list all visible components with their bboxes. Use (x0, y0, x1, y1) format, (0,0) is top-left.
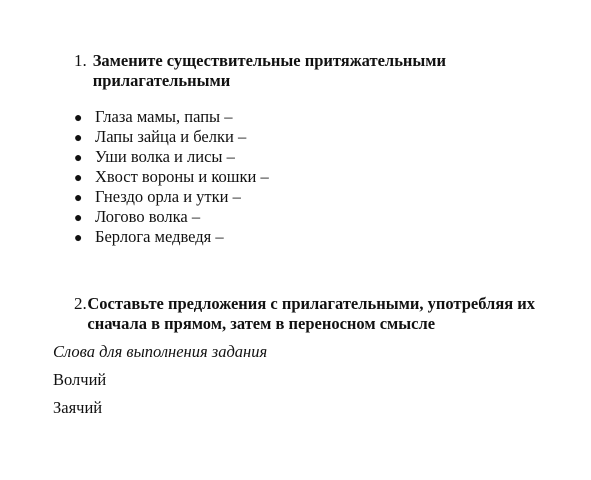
bullet-icon: ● (74, 131, 83, 146)
list-item (74, 167, 269, 187)
bullet-icon: ● (74, 191, 83, 206)
word-item: Волчий (53, 370, 107, 389)
task-2 (74, 294, 574, 333)
hint-text: Слова для выполнения задания (53, 342, 268, 361)
list-item-text: Хвост вороны и кошки – (95, 167, 269, 186)
list-item-text: Глаза мамы, папы – (95, 107, 233, 126)
list-item (74, 227, 269, 247)
list-item (74, 207, 269, 227)
task-1-number: 1. (74, 51, 87, 70)
bullet-icon: ● (74, 211, 83, 226)
list-item (74, 127, 269, 147)
task-2-text: Составьте предложения с прилагательными, употребляя их сначала в прямом, затем в переносном смысле (87, 294, 536, 333)
bullet-icon: ● (74, 151, 83, 166)
list-item (74, 187, 269, 207)
list-item-text: Берлога медведя – (95, 227, 224, 246)
bullet-icon: ● (74, 171, 83, 186)
list-item-text: Гнездо орла и утки – (95, 187, 241, 206)
list-item (74, 147, 269, 167)
bullet-icon: ● (74, 111, 83, 126)
task-1 (74, 51, 514, 90)
list-item-text: Лапы зайца и белки – (95, 127, 247, 146)
task-2-number: 2. (74, 294, 87, 313)
list-item-text: Логово волка – (95, 207, 201, 226)
bullet-icon: ● (74, 231, 83, 246)
word-item: Заячий (53, 398, 103, 417)
list-item (74, 107, 269, 127)
task-1-text: Замените существительные притяжательными прилагательными (92, 51, 447, 90)
task-1-bullet-list (74, 107, 269, 247)
list-item-text: Уши волка и лисы – (95, 147, 235, 166)
